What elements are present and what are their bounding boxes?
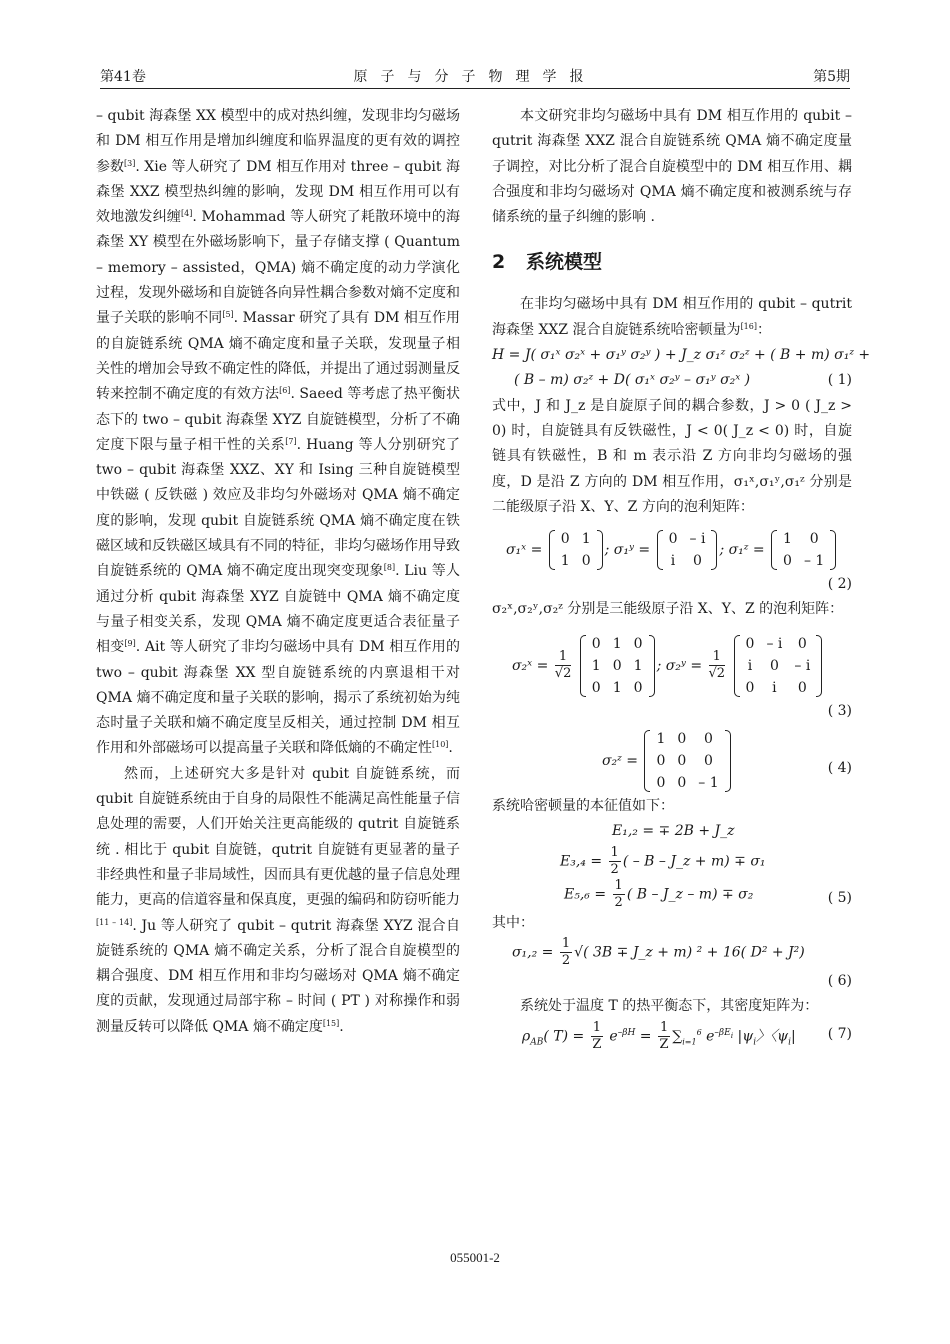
paragraph-aim: 本文研究非均匀磁场中具有 DM 相互作用的 qubit – qutrit 海森堡 XXZ 混合自旋链系统 QMA 熵不确定度量子调控，对比分析了混合自旋模型中的 DM 相互作用、耦合强度和非均匀磁场对 QMA 熵不确定度和被测系统与存储系统的量子纠缠的影响 . — [492, 108, 852, 226]
citation[interactable]: [3] — [124, 158, 136, 168]
running-header — [100, 62, 850, 88]
citation[interactable]: [11 – 14] — [96, 917, 133, 927]
section-heading — [492, 248, 852, 276]
paragraph-thermal: 系统处于温度 T 的热平衡态下，其密度矩阵为： — [520, 998, 819, 1015]
paragraph-parameters: 式中，J 和 J_z 是自旋原子间的耦合参数，J > 0 ( J_z > 0) 时，自旋链具有反铁磁性，J < 0( J_z < 0) 时，自旋链具有铁磁性，B 和 m 表示沿 Z 方向非均匀磁场的强度，D 是沿 Z 方向的 DM 相互作用，σ₁ˣ,σ₁ʸ,σ₁ᶻ 分别是二能级原子沿 X、Y、Z 方向的泡利矩阵： — [492, 397, 852, 515]
spin1-matrix-y: 0 – i 0 i 0 – i 0 i 0 — [734, 633, 823, 699]
equation-7: $\rho_{AB}$( T) = $\frac{1}{Z}$ $e^{-\beta H}$ = $\frac{1}{Z}$ $\sum_{i=1}^6$ $e^{-\beta E_i}$ $|\psi_i$〉〈$\psi_i|$ ( 7) — [522, 1019, 852, 1052]
sigma-definition: √( 3B ∓ J_z + m) ² + 16( D² + J²) — [574, 944, 805, 961]
paragraph-qutrit: 然而，上述研究大多是针对 qubit 自旋链系统，而 qubit 自旋链系统由于自身的局限性不能满足高性能量子信息处理的需要，人们开始关注更高能级的 qutrit 自旋链系统 . 相比于 qubit 自旋链，qutrit 自旋链有更显著的量子非经典性和量子非局域性，因而具有更优越的量子信息处理能力，更高的信道容量和保真度，更强的编码和防窃听能力[11 – 14]. Ju 等人研究了 qubit – qutrit 海森堡 XYZ 混合自旋链系统的 QMA 熵不确定关系，分析了混合自旋模型的耦合强度、DM 相互作用和非均匀磁场对 QMA 熵不确定度的贡献，发现通过局部宇称 – 时间 ( PT ) 对称操作和弱测量反转可以降低 QMA 熵不确定度[15]. — [96, 765, 460, 1035]
equation-6: σ₁,₂ = $\frac{1}{2}$ √( 3B ∓ J_z + m) ² + 16( D² + J²) — [512, 935, 805, 968]
section-title: 系统模型 — [526, 251, 603, 274]
equation-1-line-2: ( B – m) σ₂ᶻ + D( σ₁ˣ σ₂ʸ – σ₁ʸ σ₂ˣ ) — [514, 372, 751, 389]
eigenvalue-e56: ( B – J_z – m) ∓ σ₂ — [626, 886, 754, 903]
equation-number: ( 4) — [827, 760, 852, 777]
equation-2: σ₁ˣ = 0 1 1 0 ; σ₁ʸ = 0 – i i 0 ; σ₁ᶻ = 1 0 0 – 1 — [506, 528, 852, 572]
pauli-matrix-y: 0 – i i 0 — [657, 528, 718, 572]
journal-name: 原子与分子物理学报 — [353, 69, 597, 85]
equation-number: ( 7) — [827, 1025, 852, 1042]
citation[interactable]: [6] — [279, 386, 291, 396]
pauli-matrix-x: 0 1 1 0 — [549, 528, 603, 572]
left-column — [96, 104, 460, 1040]
paragraph-spin1: σ₂ˣ,σ₂ʸ,σ₂ᶻ 分别是三能级原子沿 X、Y、Z 的泡利矩阵： — [492, 601, 844, 618]
equation-number: ( 1) — [827, 372, 852, 389]
citation[interactable]: [16] — [740, 321, 757, 331]
volume-label: 第41卷 — [100, 69, 146, 85]
equation-3: σ₂ˣ = $\frac{1}{√2}$ 0 1 0 1 0 1 0 1 0 ; σ₂ʸ = $\frac{1}{√2}$ 0 – i 0 i 0 – i 0 i 0 — [512, 633, 852, 699]
equation-4: σ₂ᶻ = 1 0 0 0 0 0 0 0 – 1 ( 4) — [602, 728, 852, 794]
header-rule — [100, 88, 850, 89]
eigenvalue-e34: ( – B – J_z + m) ∓ σ₁ — [622, 853, 766, 870]
equation-5: E₁,₂ = ∓ 2B + J_z E₃,₄ = $\frac{1}{2}$ ( – B – J_z + m) ∓ σ₁ E₅,₆ = $\frac{1}{2}$ ( B – J_z – m) ∓ σ₂ ( 5) — [492, 819, 852, 910]
paragraph-eigenvalues: 系统哈密顿量的本征值如下： — [492, 798, 674, 815]
section-number: 2 — [492, 251, 506, 274]
issue-label: 第5期 — [813, 69, 850, 85]
citation[interactable]: [8] — [383, 563, 396, 573]
spin1-matrix-z: 1 0 0 0 0 0 0 0 – 1 — [644, 728, 730, 794]
spin1-matrix-x: 0 1 0 1 0 1 0 1 0 — [580, 633, 655, 699]
citation[interactable]: [9] — [124, 639, 136, 649]
paragraph-intro-continued: – qubit 海森堡 XX 模型中的成对热纠缠，发现非均匀磁场和 DM 相互作用是增加纠缠度和临界温度的更有效的调控参数[3]. Xie 等人研究了 DM 相互作用对 three – qubit 海森堡 XXZ 模型热纠缠的影响，发现 DM 相互作用可以有效地激发纠缠[4]. Mohammad 等人研究了耗散环境中的海森堡 XY 模型在外磁场影响下，量子存储支撑 ( Quantum – memory – assisted，QMA) 熵不确定度的动力学演化过程，发现外磁场和自旋链各向异性耦合参数对熵不定度和量子关联的影响不同[5]. Massar 研究了具有 DM 相互作用的自旋链系统 QMA 熵不确定度和量子关联，发现量子相关性的增加会导致不确定性的降低，并提出了通过弱测量反转来控制不确定度的有效方法[6]. Saeed 等考虑了热平衡状态下的 two – qubit 海森堡 XYZ 自旋链模型，分析了不确定度下限与量子相干性的关系[7]. Huang 等人分别研究了 two – qubit 海森堡 XXZ、XY 和 Ising 三种自旋链模型中铁磁 ( 反铁磁 ) 效应及非均匀外磁场对 QMA 熵不确定度的影响，发现 qubit 自旋链系统 QMA 熵不确定度在铁磁区域和反铁磁区域具有不同的特征，非均匀磁场作用导致自旋链系统的 QMA 熵不确定度出现突变现象[8]. Liu 等人通过分析 qubit 海森堡 XYZ 自旋链中 QMA 熵不确定度与量子相变关系，发现 QMA 熵不确定度更适合表征量子相变[9]. Ait 等人研究了非均匀磁场中具有 DM 相互作用的 two – qubit 海森堡 XX 型自旋链系统的内禀退相干对 QMA 熵不确定度和量子关联的影响，揭示了系统初始为纯态时量子关联和熵不确定度呈反相关，通过控制 DM 相互作用和外部磁场可以提高量子关联和降低熵的不确定性[10]. — [96, 108, 461, 757]
equation-number: ( 6) — [827, 972, 852, 989]
equation-number: ( 2) — [827, 576, 852, 593]
equation-1 — [492, 343, 871, 394]
equation-number: ( 5) — [827, 889, 852, 906]
eigenvalue-e12: E₁,₂ = ∓ 2B + J_z — [612, 823, 735, 840]
citation[interactable]: [10] — [432, 740, 449, 750]
paragraph-hamiltonian-intro: 在非均匀磁场中具有 DM 相互作用的 qubit – qutrit 海森堡 XXZ 混合自旋链系统哈密顿量为[16]： — [492, 296, 852, 338]
citation[interactable]: [5] — [222, 310, 234, 320]
citation[interactable]: [15] — [322, 1018, 340, 1028]
pauli-matrix-z: 1 0 0 – 1 — [771, 528, 836, 572]
citation[interactable]: [7] — [285, 436, 297, 446]
page-number: 055001-2 — [450, 1250, 500, 1265]
equation-number: ( 3) — [827, 702, 852, 719]
citation[interactable]: [4] — [181, 209, 193, 219]
right-column — [492, 104, 871, 1055]
paragraph-where: 其中： — [492, 914, 534, 931]
equation-1-line-1: H = J( σ₁ˣ σ₂ˣ + σ₁ʸ σ₂ʸ ) + J_z σ₁ᶻ σ₂ᶻ + ( B + m) σ₁ᶻ + — [492, 347, 871, 364]
